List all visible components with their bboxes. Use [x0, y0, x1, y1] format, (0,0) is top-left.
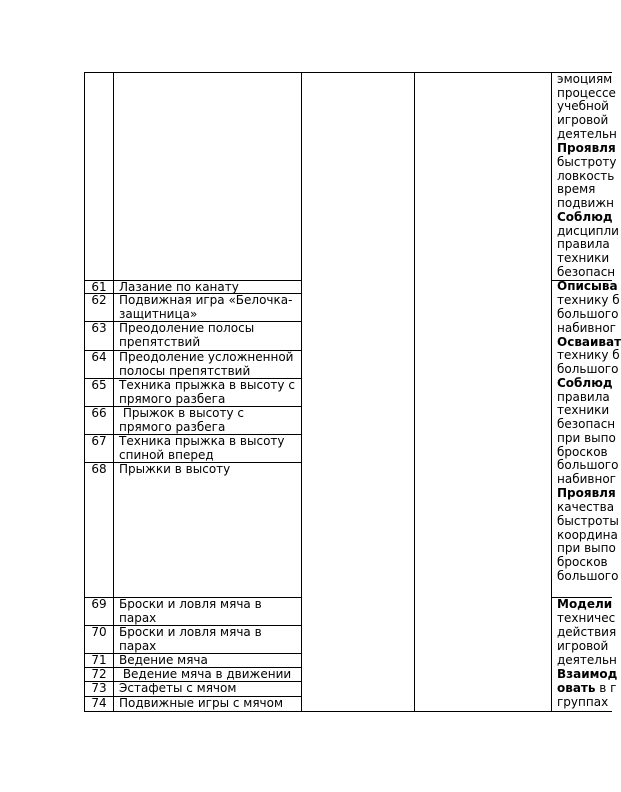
column-border-0 — [84, 72, 85, 712]
activity-text-line: ловкость — [557, 169, 615, 183]
activity-text-line: бросков — [557, 555, 608, 569]
lesson-topic-line: Эстафеты с мячом — [119, 681, 237, 695]
activity-heading-line — [557, 681, 617, 695]
table-top-border — [84, 72, 612, 73]
lesson-number: 70 — [91, 625, 107, 639]
activity-text-line: правила — [557, 390, 610, 404]
activity-text-line: большого — [557, 362, 619, 376]
activity-text-line: процессе — [557, 86, 616, 100]
lesson-number: 61 — [91, 280, 107, 294]
activity-text-line: игровой — [557, 639, 609, 653]
lesson-topic-line: прямого разбега — [119, 420, 226, 434]
activity-heading-line: Соблюд — [557, 210, 613, 224]
activity-text-line: качества — [557, 500, 615, 514]
activity-text-line: учебной — [557, 99, 609, 113]
activity-text-line: подвижн — [557, 196, 615, 210]
lesson-topic-line: Ведение мяча в движении — [119, 667, 292, 681]
activity-text-line: безопасн — [557, 417, 616, 431]
lesson-topic-line: препятствий — [119, 335, 201, 349]
activity-text-line: безопасн — [557, 265, 616, 279]
activity-text-line: игровой — [557, 113, 609, 127]
activity-heading-line: Соблюд — [557, 376, 613, 390]
activity-text-line: большого — [557, 569, 619, 583]
activity-text-line: большого — [557, 307, 619, 321]
column-border-1 — [113, 72, 114, 712]
lesson-topic-line: защитница» — [119, 307, 198, 321]
lesson-number: 73 — [91, 681, 107, 695]
lesson-number: 68 — [91, 462, 107, 476]
activity-text-line: быстроты — [557, 514, 619, 528]
lesson-topic-line: Преодоление полосы — [119, 321, 255, 335]
lesson-topic-line: прямого разбега — [119, 392, 226, 406]
lesson-topic-line: Прыжки в высоту — [119, 462, 231, 476]
activity-heading-line: Описыва — [557, 279, 618, 293]
lesson-topic-line: Техника прыжка в высоту — [119, 434, 285, 448]
activity-text-line: бросков — [557, 445, 608, 459]
activity-text-line: деятельн — [557, 653, 617, 667]
lesson-topic-line: Преодоление усложненной — [119, 350, 294, 364]
activity-regular-part: в г — [595, 681, 617, 695]
lesson-number: 72 — [91, 667, 107, 681]
lesson-number: 67 — [91, 434, 107, 448]
activity-text-line: деятельн — [557, 127, 617, 141]
activity-text-line: техники — [557, 251, 610, 265]
activity-heading-line: Осваиват — [557, 335, 621, 349]
lesson-number: 69 — [91, 597, 107, 611]
lesson-number: 66 — [91, 406, 107, 420]
activity-text-line: технику б — [557, 348, 620, 362]
activity-bold-part: овать — [557, 681, 596, 695]
activity-text-line: технику б — [557, 293, 620, 307]
lesson-topic-line: парах — [119, 639, 157, 653]
lesson-topic-line: Прыжок в высоту с — [119, 406, 245, 420]
column-border-4 — [551, 72, 552, 712]
activity-text-line: правила — [557, 237, 610, 251]
lesson-topic-line: полосы препятствий — [119, 364, 251, 378]
lesson-number: 62 — [91, 293, 107, 307]
activity-text-line: большого — [557, 458, 619, 472]
activity-heading-line: Взаимод — [557, 667, 618, 681]
activity-text-line: при выпо — [557, 541, 616, 555]
lesson-number: 65 — [91, 378, 107, 392]
lesson-number: 71 — [91, 653, 107, 667]
activity-text-line: быстроту — [557, 155, 617, 169]
activity-text-line: набивног — [557, 321, 616, 335]
lesson-topic-line: Подвижная игра «Белочка- — [119, 293, 293, 307]
activity-text-line: координа — [557, 528, 618, 542]
activity-heading-line: Модели — [557, 597, 613, 611]
lesson-topic-line: Ведение мяча — [119, 653, 208, 667]
table-bottom-border — [84, 711, 612, 712]
activity-text-line: техничес — [557, 611, 616, 625]
activity-text-line: эмоциям — [557, 72, 613, 86]
lesson-number: 64 — [91, 350, 107, 364]
lesson-topic-line: Техника прыжка в высоту с — [119, 378, 295, 392]
activity-text-line: дисципли — [557, 224, 619, 238]
activity-heading-line: Проявля — [557, 141, 616, 155]
activity-text-line: набивног — [557, 472, 616, 486]
activity-text-line: группах — [557, 695, 609, 709]
lesson-topic-line: парах — [119, 611, 157, 625]
activity-text-line: техники — [557, 403, 610, 417]
lesson-topic-line: спиной вперед — [119, 448, 214, 462]
lesson-topic-line: Броски и ловля мяча в — [119, 625, 262, 639]
column-border-2 — [301, 72, 302, 712]
lesson-number: 74 — [91, 696, 107, 710]
column-border-3 — [414, 72, 415, 712]
lesson-topic-line: Броски и ловля мяча в — [119, 597, 262, 611]
lesson-number: 63 — [91, 321, 107, 335]
lesson-topic-line: Лазание по канату — [119, 280, 239, 294]
lesson-topic-line: Подвижные игры с мячом — [119, 696, 284, 710]
activity-text-line: время — [557, 182, 596, 196]
activity-text-line: при выпо — [557, 431, 616, 445]
activity-text-line: действия — [557, 625, 617, 639]
activity-heading-line: Проявля — [557, 486, 616, 500]
